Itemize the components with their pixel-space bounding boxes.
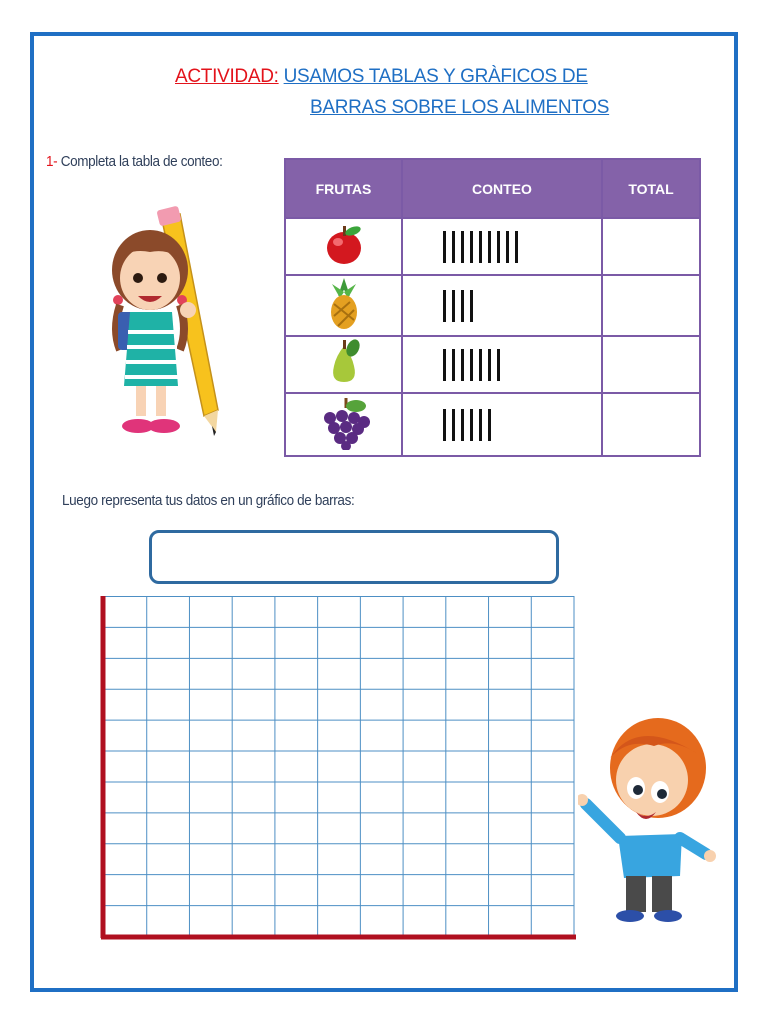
tally-mark [452, 349, 455, 381]
tally-mark [470, 290, 473, 322]
bar-chart-grid [100, 596, 578, 947]
table-row [285, 275, 700, 336]
girl-with-pencil-illustration [100, 200, 230, 440]
tally-mark [479, 349, 482, 381]
tally-mark [497, 349, 500, 381]
header-count: CONTEO [402, 159, 602, 218]
chart-title-box[interactable] [149, 530, 559, 584]
instruction-1 [46, 153, 222, 170]
header-fruits: FRUTAS [285, 159, 402, 218]
tally-mark [470, 231, 473, 263]
tally-mark [479, 231, 482, 263]
instruction-number: 1- [46, 153, 58, 170]
title-label: ACTIVIDAD: [175, 66, 279, 87]
pear-icon [286, 338, 401, 391]
tally-mark [461, 349, 464, 381]
grapes-icon [286, 394, 401, 455]
fruit-cell [285, 336, 402, 393]
tally-cell [402, 275, 602, 336]
tally-mark [461, 409, 464, 441]
fruit-cell [285, 218, 402, 275]
table-row [285, 393, 700, 456]
tally-mark [452, 290, 455, 322]
pineapple-icon [286, 276, 401, 335]
title-text-1: USAMOS TABLAS Y GRÀFICOS DE [283, 66, 588, 87]
tally-mark [443, 409, 446, 441]
table-row [285, 218, 700, 275]
boy-pointing-illustration [578, 708, 728, 928]
tally-mark [470, 349, 473, 381]
tally-cell [402, 218, 602, 275]
instruction-1-text: Completa la tabla de conteo: [60, 153, 223, 170]
tally-mark [497, 231, 500, 263]
tally-mark [461, 290, 464, 322]
tally-mark [488, 409, 491, 441]
tally-mark [443, 349, 446, 381]
tally-mark [506, 231, 509, 263]
tally-cell [402, 393, 602, 456]
tally-mark [479, 409, 482, 441]
tally-mark [470, 409, 473, 441]
grid-svg [100, 596, 578, 942]
total-cell[interactable] [602, 275, 700, 336]
tally-mark [488, 349, 491, 381]
tally-table [284, 158, 701, 457]
total-cell[interactable] [602, 393, 700, 456]
header-total: TOTAL [602, 159, 700, 218]
tally-marks [443, 230, 601, 264]
tally-marks [443, 408, 601, 442]
tally-cell [402, 336, 602, 393]
instruction-2: Luego representa tus datos en un gráfico de barras: [62, 492, 355, 509]
title-line-2: BARRAS SOBRE LOS ALIMENTOS [310, 97, 610, 118]
total-cell[interactable] [602, 336, 700, 393]
tally-mark [452, 409, 455, 441]
tally-mark [461, 231, 464, 263]
table-row [285, 336, 700, 393]
apple-icon [286, 220, 401, 273]
tally-mark [515, 231, 518, 263]
tally-marks [443, 289, 601, 323]
tally-mark [443, 290, 446, 322]
title-line-1 [175, 66, 588, 88]
tally-mark [488, 231, 491, 263]
tally-mark [452, 231, 455, 263]
total-cell[interactable] [602, 218, 700, 275]
tally-marks [443, 348, 601, 382]
tally-mark [443, 231, 446, 263]
fruit-cell [285, 275, 402, 336]
fruit-cell [285, 393, 402, 456]
